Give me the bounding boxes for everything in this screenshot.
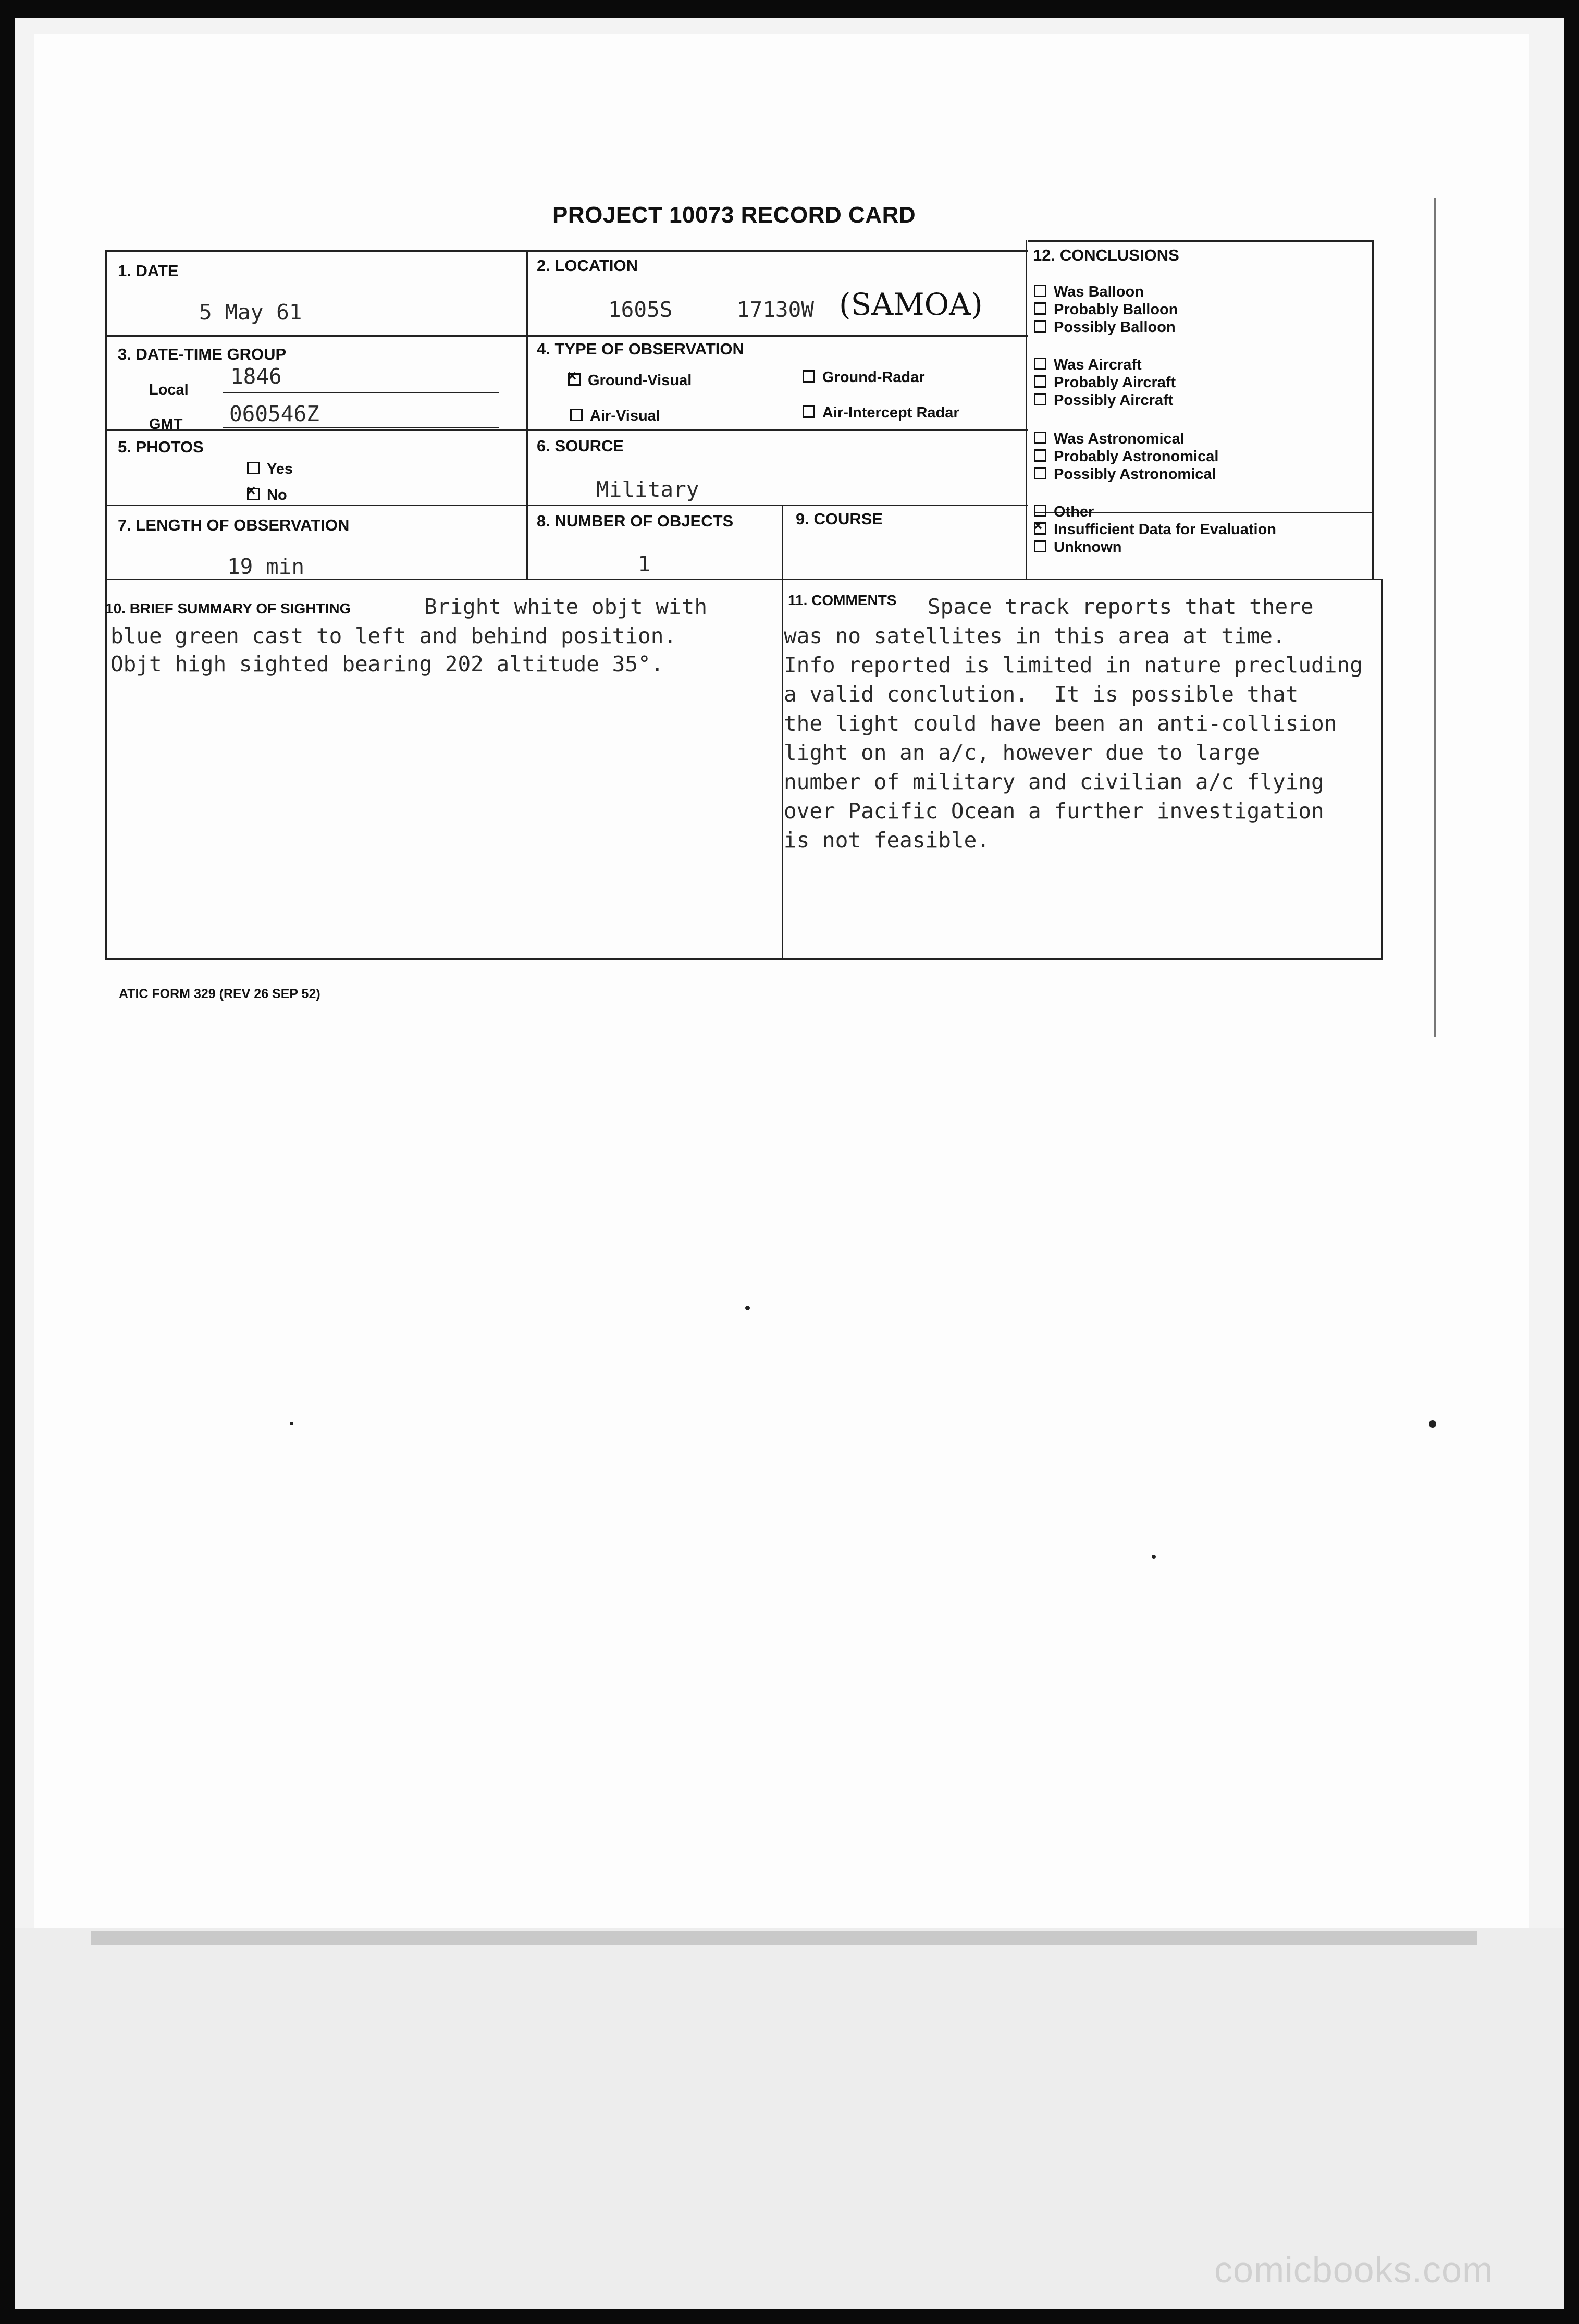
- conclusion-item: Probably Aircraft: [1034, 373, 1176, 392]
- paper-shadow: [91, 1931, 1477, 1945]
- location-handwritten: (SAMOA): [839, 287, 983, 322]
- vrule-col1: [526, 250, 528, 580]
- obs-air-intercept: Air-Intercept Radar: [803, 404, 959, 422]
- comments-line: number of military and civilian a/c flying: [784, 769, 1324, 794]
- summary-label: 10. BRIEF SUMMARY OF SIGHTING: [105, 600, 351, 617]
- speck: [1152, 1555, 1156, 1559]
- checkbox-icon: [803, 405, 815, 418]
- form-id: ATIC FORM 329 (REV 26 SEP 52): [119, 987, 320, 1001]
- checkbox-icon: [1034, 432, 1046, 444]
- comments-label: 11. COMMENTS: [788, 592, 897, 608]
- length-value: 19 min: [227, 554, 305, 579]
- vrule-col3: [1026, 240, 1027, 580]
- source-label: 6. SOURCE: [537, 437, 624, 455]
- checkbox-icon: [1034, 505, 1046, 517]
- checkbox-checked-icon: [568, 373, 581, 386]
- conclusion-item: Other: [1034, 502, 1094, 521]
- record-card: [105, 240, 1383, 959]
- speck: [745, 1306, 750, 1310]
- conclusion-item: Was Aircraft: [1034, 355, 1142, 374]
- dtg-gmt-underline: [223, 427, 499, 428]
- checkbox-icon: [1034, 285, 1046, 297]
- comments-line: Space track reports that there: [928, 594, 1314, 619]
- comments-line: over Pacific Ocean a further investigation: [784, 798, 1324, 823]
- checkbox-icon: [1034, 320, 1046, 333]
- location-value: 1605S 17130W: [608, 297, 814, 322]
- photos-no: ×No: [247, 487, 287, 504]
- checkbox-checked-icon: [247, 488, 260, 500]
- objects-label: 8. NUMBER OF OBJECTS: [537, 512, 734, 530]
- conclusion-item: Possibly Astronomical: [1034, 465, 1216, 484]
- dtg-local-label: Local: [149, 382, 189, 398]
- checkbox-icon: [1034, 302, 1046, 315]
- location-label: 2. LOCATION: [537, 256, 638, 275]
- speck: [290, 1422, 293, 1425]
- margin-line: [1434, 198, 1436, 1037]
- comments-line: the light could have been an anti-collision: [784, 711, 1337, 736]
- right-border-lower: [1381, 579, 1383, 960]
- comments-line: Info reported is limited in nature precluding: [784, 653, 1363, 678]
- conclusion-item: ×Insufficient Data for Evaluation: [1034, 520, 1276, 539]
- right-border-upper: [1372, 240, 1374, 579]
- obs-type-label: 4. TYPE OF OBSERVATION: [537, 340, 744, 358]
- conclusion-item: Probably Astronomical: [1034, 447, 1218, 466]
- conclusion-item: Probably Balloon: [1034, 300, 1178, 319]
- dtg-local-value: 1846: [230, 364, 282, 389]
- vrule-col2: [782, 505, 783, 959]
- speck: [1429, 1420, 1436, 1428]
- objects-value: 1: [638, 551, 651, 576]
- checkbox-icon: [1034, 449, 1046, 462]
- bottom-border: [105, 958, 1383, 960]
- length-label: 7. LENGTH OF OBSERVATION: [118, 516, 350, 534]
- checkbox-icon: [1034, 467, 1046, 479]
- checkbox-checked-icon: [1034, 522, 1046, 535]
- comments-line: light on an a/c, however due to large: [784, 740, 1260, 765]
- checkbox-icon: [1034, 375, 1046, 388]
- conclusion-item: Possibly Balloon: [1034, 318, 1176, 337]
- dtg-label: 3. DATE-TIME GROUP: [118, 345, 287, 363]
- conclusion-item: Was Astronomical: [1034, 429, 1185, 448]
- conclusion-item: Unknown: [1034, 538, 1122, 557]
- comments-line: is not feasible.: [784, 828, 990, 853]
- checkbox-icon: [1034, 540, 1046, 552]
- checkbox-icon: [1034, 358, 1046, 370]
- rule-row3: [105, 505, 1028, 506]
- conclusions-label: 12. CONCLUSIONS: [1033, 246, 1179, 264]
- card-title: PROJECT 10073 RECORD CARD: [552, 202, 916, 228]
- top-border-left: [105, 250, 1028, 252]
- comments-line: was no satellites in this area at time.: [784, 623, 1286, 648]
- obs-air-visual: Air-Visual: [570, 408, 660, 425]
- summary-line: Objt high sighted bearing 202 altitude 35°.: [110, 651, 664, 677]
- date-value: 5 May 61: [199, 300, 302, 325]
- dtg-gmt-value: 060546Z: [229, 401, 319, 426]
- conclusion-item: Possibly Aircraft: [1034, 391, 1173, 410]
- dtg-gmt-label: GMT: [149, 416, 183, 433]
- checkbox-icon: [570, 409, 583, 421]
- rule-row2: [105, 429, 1028, 431]
- checkbox-icon: [1034, 393, 1046, 405]
- checkbox-icon: [247, 462, 260, 474]
- top-border-right: [1028, 240, 1374, 242]
- checkbox-icon: [803, 370, 815, 383]
- obs-ground-visual: ×Ground-Visual: [568, 372, 692, 389]
- photos-label: 5. PHOTOS: [118, 438, 204, 456]
- dtg-local-underline: [223, 392, 499, 393]
- summary-line: blue green cast to left and behind position.: [110, 623, 677, 648]
- summary-line: Bright white objt with: [424, 594, 708, 619]
- course-label: 9. COURSE: [796, 510, 883, 528]
- rule-row1: [105, 335, 1028, 337]
- source-value: Military: [596, 477, 699, 502]
- photos-yes: Yes: [247, 461, 293, 478]
- comments-line: a valid conclution. It is possible that: [784, 682, 1299, 707]
- obs-ground-radar: Ground-Radar: [803, 369, 925, 386]
- watermark: comicbooks.com: [1214, 2249, 1494, 2290]
- conclusion-item: Was Balloon: [1034, 282, 1144, 301]
- date-label: 1. DATE: [118, 262, 179, 280]
